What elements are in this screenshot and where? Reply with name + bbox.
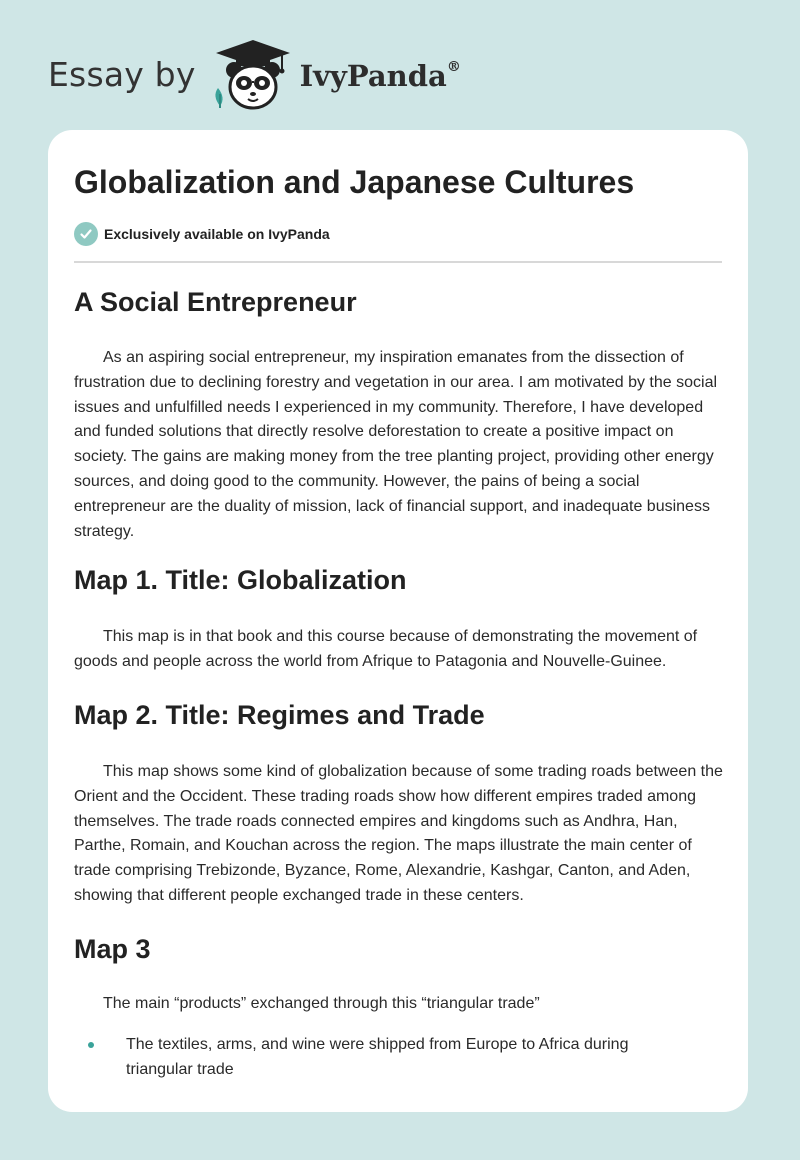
brand-header: [48, 34, 461, 114]
section-social-entrepreneur: [74, 278, 724, 544]
section-map-2: [74, 691, 724, 909]
essay-card: [48, 130, 748, 1112]
section-heading: Map 1. Title: Globalization: [74, 565, 407, 596]
title-divider: [74, 261, 722, 263]
brand-prefix: Essay by: [48, 54, 196, 94]
section-paragraph: As an aspiring social entrepreneur, my inspiration emanates from the dissection of frustration due to declining forestry and vegetation in our area. I am motivated by the social issues and unfulfilled needs I experienced in my community. Therefore, I have developed and funded solutions that directly resolve deforestation to create a positive impact on society. The gains are making money from the tree planting project, providing other energy sources, and doing good to the community. However, the pains of being a social entrepreneur are the duality of mission, lack of financial support, and inadequate business strategy.: [74, 349, 718, 540]
section-paragraph: This map shows some kind of globalization because of some trading roads between the Orient and the Occident. These trading roads show how different empires traded among themselves. The trade roads connected empires and kingdoms such as Andhra, Han, Parthe, Romain, and Kouchan across the region. The maps illustrate the main center of trade comprising Trebizonde, Byzance, Rome, Alexandrie, Kashgar, Canton, and Aden, showing that different people exchanged trade in these centers.: [74, 762, 723, 904]
section-heading: Map 3: [74, 933, 151, 964]
section-paragraph: The main “products” exchanged through this “triangular trade”: [103, 994, 540, 1012]
essay-body: [74, 278, 724, 1082]
section-map-3: [74, 925, 724, 1082]
page-title: Globalization and Japanese Cultures: [74, 164, 635, 200]
section-map-1: [74, 556, 724, 675]
bullet-dot-icon: [88, 1042, 94, 1048]
section-heading: Map 2. Title: Regimes and Trade: [74, 699, 485, 730]
section-paragraph: This map is in that book and this course because of demonstrating the movement of goods and people across the world from Afrique to Patagonia and Nouvelle-Guinee.: [74, 628, 698, 671]
badge-label: Exclusively available on IvyPanda: [104, 226, 330, 242]
check-circle-icon: [74, 222, 98, 246]
brand-name: IvyPanda®: [299, 59, 461, 93]
section-heading: A Social Entrepreneur: [74, 287, 357, 317]
bullet-list: [74, 1032, 724, 1082]
exclusive-badge: [74, 222, 330, 246]
registered-mark: ®: [446, 59, 461, 76]
list-item: [74, 1032, 724, 1082]
list-item-text: The textiles, arms, and wine were shipped from Europe to Africa during triangular trade: [126, 1035, 629, 1078]
panda-logo-icon: [210, 36, 296, 112]
